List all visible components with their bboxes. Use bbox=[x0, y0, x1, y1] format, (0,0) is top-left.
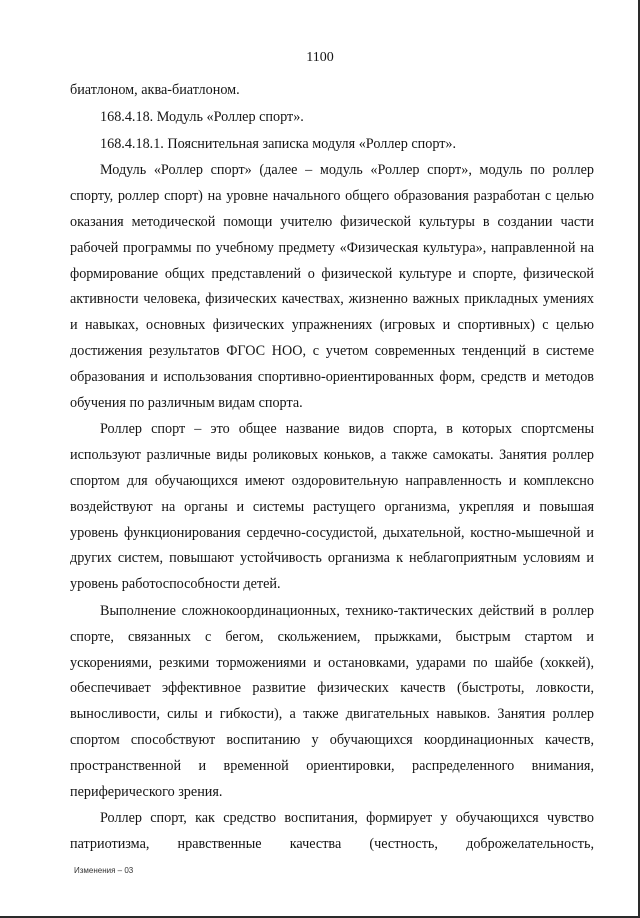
paragraph-physical-qualities: Выполнение сложнокоординационных, технико-тактических действий в роллер спорте, связанных с бегом, скольжением, прыжками, быстрым стартом и ускорениями, резкими торможениями и остановками, ударами по шайбе (хоккей), обеспечивает эффективное развитие физических качеств (быстроты, ловкости, выносливости, силы и гибкости), а также двигательных навыков. Занятия роллер спортом способствуют воспитанию у обучающихся координационных качеств, пространственной и временной ориентировки, распределенного внимания, периферического зрения. bbox=[70, 602, 594, 800]
paragraph-roller-sport-definition: Роллер спорт – это общее название видов спорта, в которых спортсмены используют различные виды роликовых коньков, а также самокаты. Занятия роллер спортом для обучающихся имеют оздоровительную направленность и комплексно воздействуют на органы и системы растущего организма, укрепляя и повышая уровень функционирования сердечно-сосудистой, дыхательной, костно-мышечной и других систем, повышают устойчивость организма к неблагоприятным условиям и уровень работоспособности детей. bbox=[70, 421, 594, 593]
page-number: 1100 bbox=[306, 50, 334, 65]
footer-revision-note: Изменения – 03 bbox=[74, 866, 134, 875]
document-body bbox=[70, 78, 594, 858]
section-heading-explanatory-note: 168.4.18.1. Пояснительная записка модуля «Роллер спорт». bbox=[100, 135, 457, 152]
paragraph-upbringing: Роллер спорт, как средство воспитания, формирует у обучающихся чувство патриотизма, нравственные качества (честность, доброжелательность, bbox=[70, 810, 594, 853]
paragraph-module-description: Модуль «Роллер спорт» (далее – модуль «Роллер спорт», модуль по роллер спорту, роллер спорт) на уровне начального общего образования разработан с целью оказания методической помощи учителю физической культуры в создании части рабочей программы по учебному предмету «Физическая культура», направленной на формирование общих представлений о физической культуре и спорте, физической активности человека, физических качествах, жизненно важных прикладных умениях и навыках, основных физических упражнениях (игровых и спортивных) с целью достижения результатов ФГОС НОО, с учетом современных тенденций в системе образования и использования спортивно-ориентированных форм, средств и методов обучения по различным видам спорта. bbox=[70, 162, 594, 411]
section-heading-module: 168.4.18. Модуль «Роллер спорт». bbox=[100, 108, 304, 125]
paragraph-continuation: биатлоном, аква-биатлоном. bbox=[70, 82, 240, 98]
